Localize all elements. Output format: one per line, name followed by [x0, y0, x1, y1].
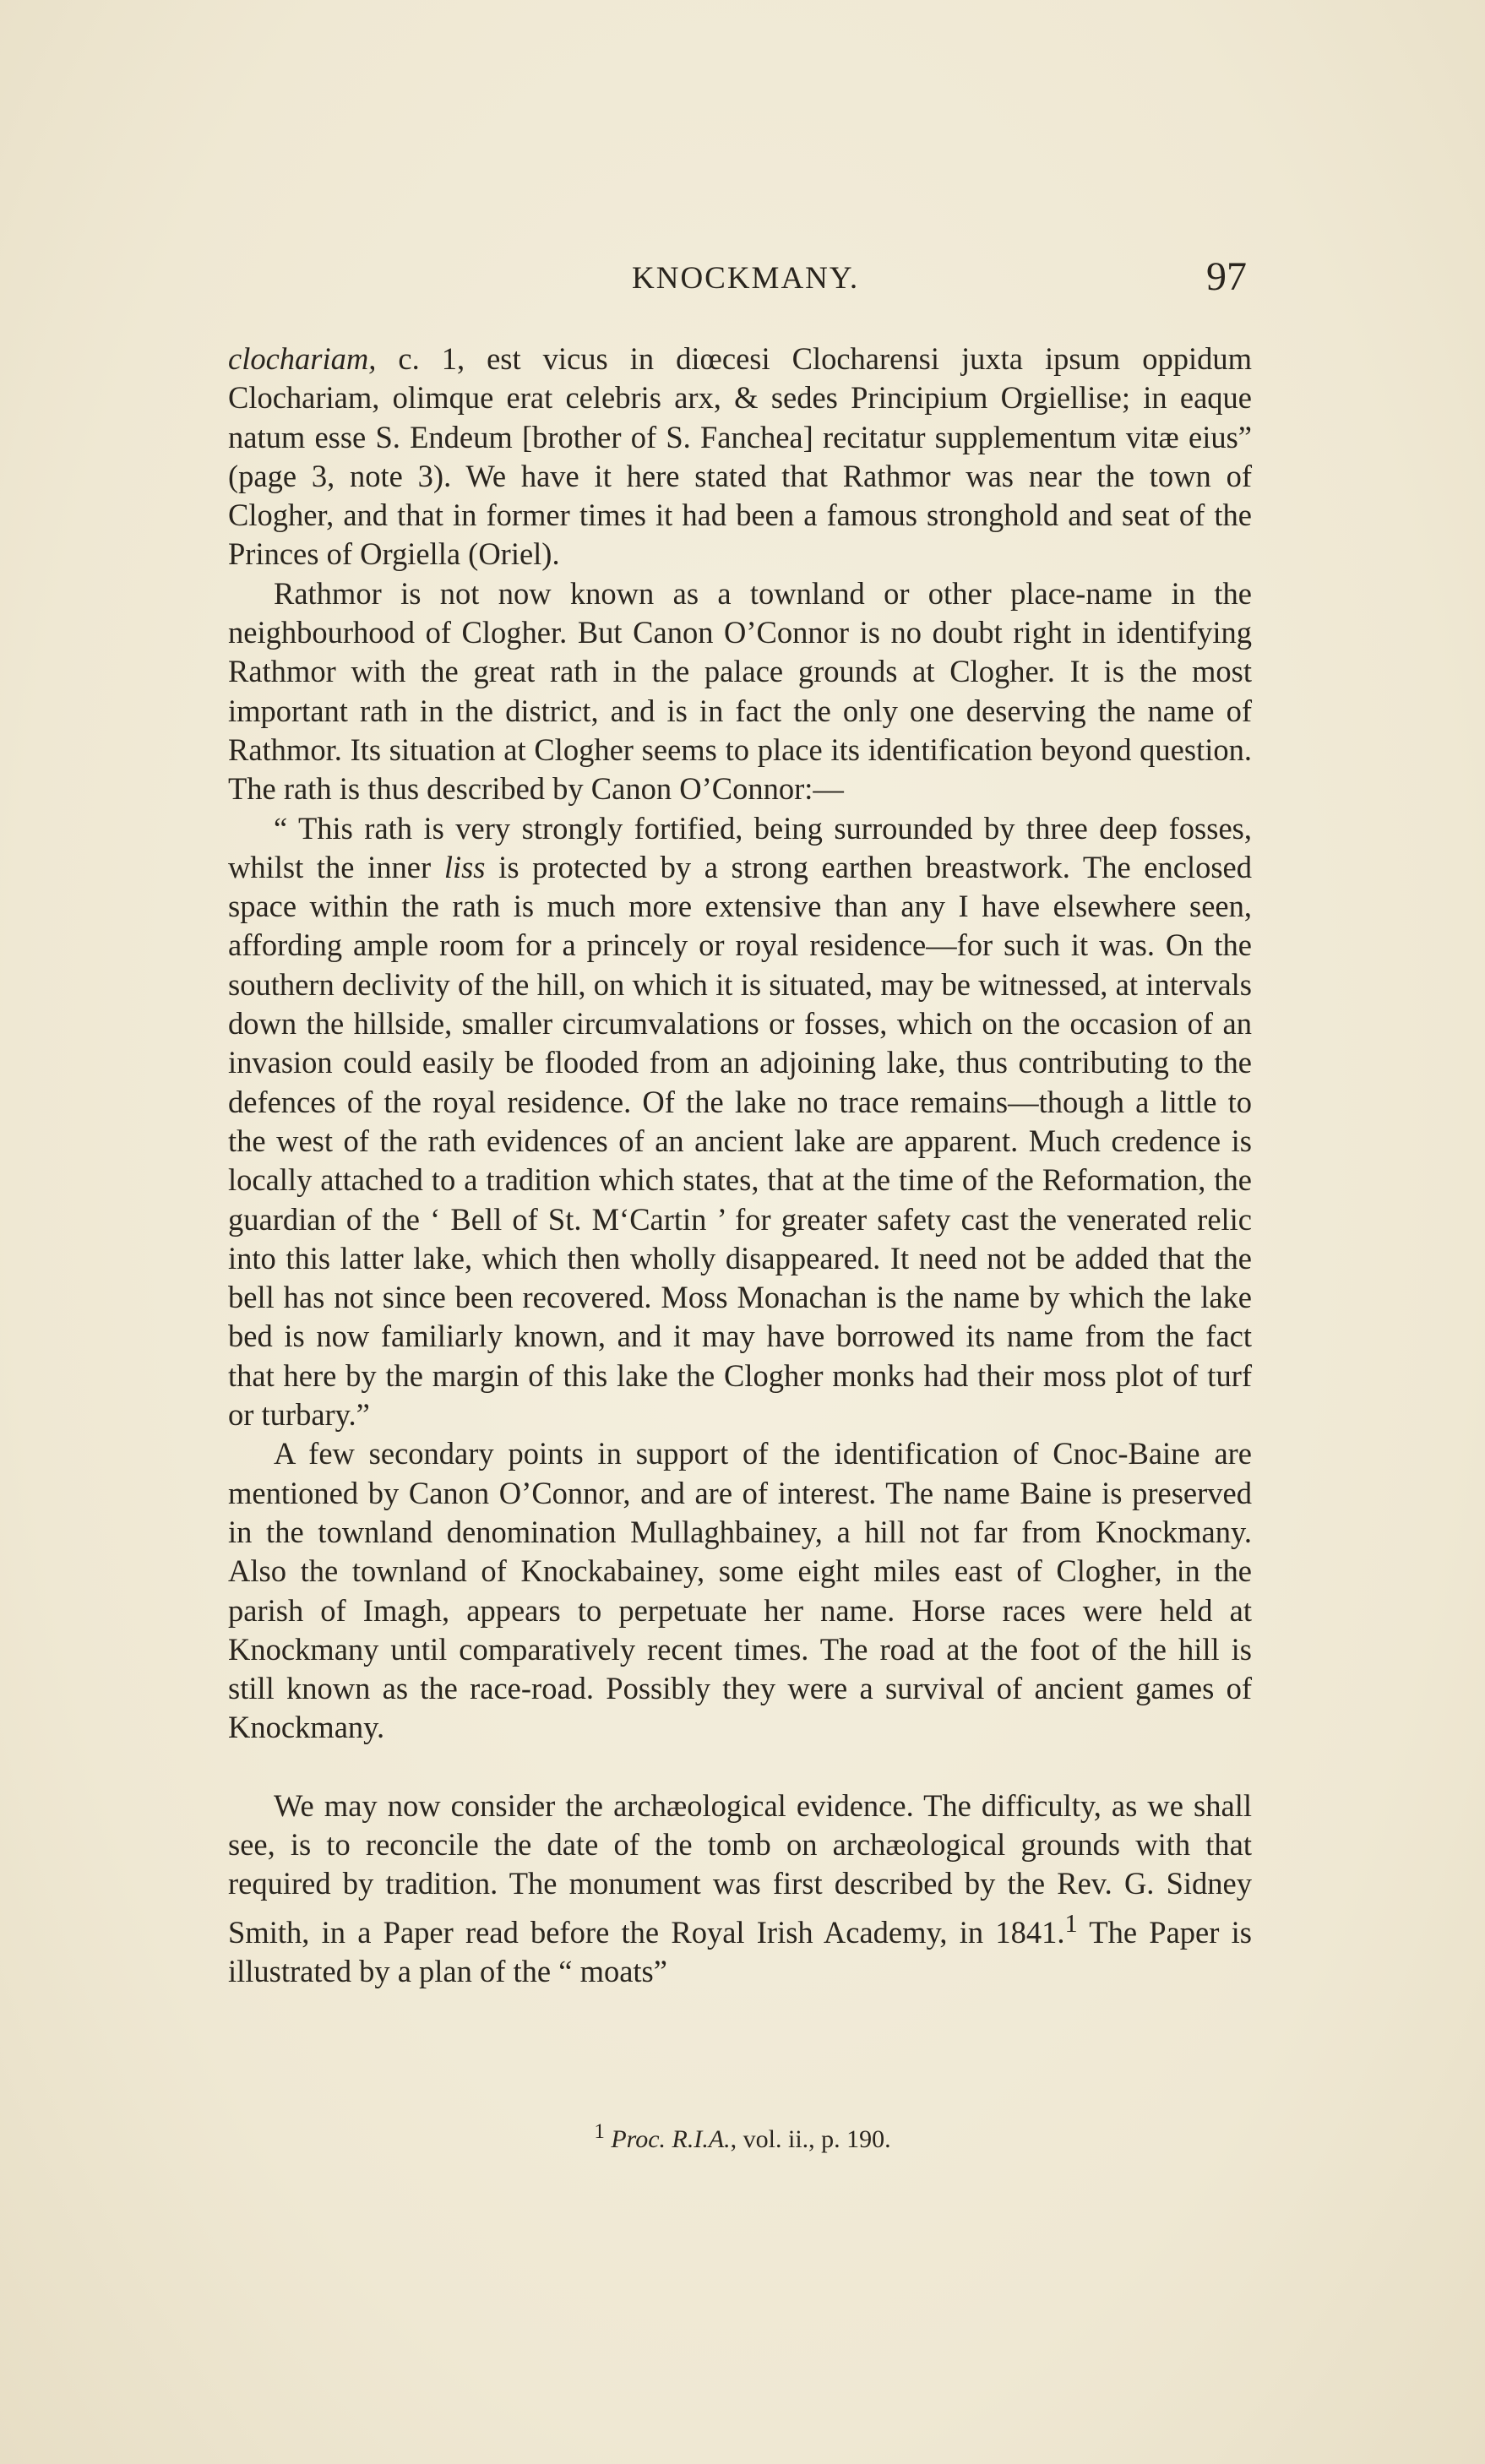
italic-word: liss: [443, 849, 486, 884]
running-title: KNOCKMANY.: [632, 261, 860, 296]
paragraph-4: A few secondary points in support of the identification of Cnoc-Baine are mentioned by Canon O’Connor, and are of interest. The name Baine is preserved in the townland denomination Mullaghbainey, a hill not far from Knockmany. Also the townland of Knockabainey, some eight miles east of Clogher, in the parish of Imagh, appears to perpetuate her name. Horse races were held at Knockmany until comparatively recent times. The road at the foot of the hill is still known as the race-road. Possibly they were a survival of ancient games of Knockmany.: [228, 1436, 1252, 1745]
footnote-text: , vol. ii., p. 190.: [730, 2125, 891, 2153]
paragraph-5: [228, 1787, 1252, 1992]
paragraph-1: [228, 340, 1252, 574]
paragraph-3-text-b: is protected by a strong earthen breastwork. The enclosed space within the rath is much more extensive than any I have elsewhere seen, affording ample room for a princely or royal residence—for such it was. On the southern declivity of the hill, on which it is situated, may be witnessed, at intervals down the hillside, smaller circumvalations or fosses, which on the occasion of an invasion could easily be flooded from an adjoining lake, thus contributing to the defences of the royal residence. Of the lake no trace remains—though a little to the west of the rath evidences of an ancient lake are apparent. Much credence is locally attached to a tradition which states, that at the time of the Reformation, the guardian of the ‘ Bell of St. M‘Cartin ’ for greater safety cast the venerated relic into this latter lake, which then wholly disappeared. It need not be added that the bell has not since been recovered. Moss Monachan is the name by which the lake bed is now familiarly known, and it may have borrowed its name from the fact that here by the margin of this lake the Clogher monks had their moss plot of turf or turbary.”: [228, 849, 1252, 1433]
section-gap: [228, 1748, 1252, 1787]
page-number: 97: [1206, 254, 1247, 299]
paragraph-3-quotation: [228, 809, 1252, 1435]
paragraph-2: Rathmor is not now known as a townland or other place-name in the neighbourhood of Clogher. But Canon O’Connor is no doubt right in identifying Rathmor with the great rath in the palace grounds at Clogher. It is the most important rath in the district, and is in fact the only one deserving the name of Rathmor. Its situation at Clogher seems to place its identification beyond question. The rath is thus described by Canon O’Connor:—: [228, 575, 1252, 807]
paragraph-3-text-a: “ This rath is very strongly fortified, being surrounded by three deep fosses, whilst the inner: [228, 810, 1252, 884]
paragraph-5-text-a: We may now consider the archæological evidence. The difficulty, as we shall see, is to reconcile the date of the tomb on archæological grounds with that required by tradition. The monument was first described by the Rev. G. Sidney Smith, in a Paper read before the Royal Irish Academy, in 1841.: [228, 1787, 1252, 1950]
paragraph-5-text-b: The Paper is illustrated by a plan of the “ moats”: [228, 1914, 1252, 1989]
paragraph-1-text: c. 1, est vicus in diœcesi Clocharensi juxta ipsum oppidum Clochariam, olimque erat celebris arx, & sedes Principium Orgiellise; in eaque natum esse S. Endeum [brother of S. Fanchea] recitatur supplementum vitæ eius” (page 3, note 3). We have it here stated that Rathmor was near the town of Clogher, and that in former times it had been a famous stronghold and seat of the Princes of Orgiella (Oriel).: [228, 341, 1252, 572]
footnote-marker: 1: [594, 2120, 605, 2143]
footnote-source: Proc. R.I.A.: [611, 2125, 731, 2153]
footnote: [0, 2120, 1485, 2154]
body-text: [228, 340, 1252, 1991]
italic-word: clochariam,: [228, 341, 377, 376]
footnote-reference: 1: [1064, 1908, 1078, 1938]
